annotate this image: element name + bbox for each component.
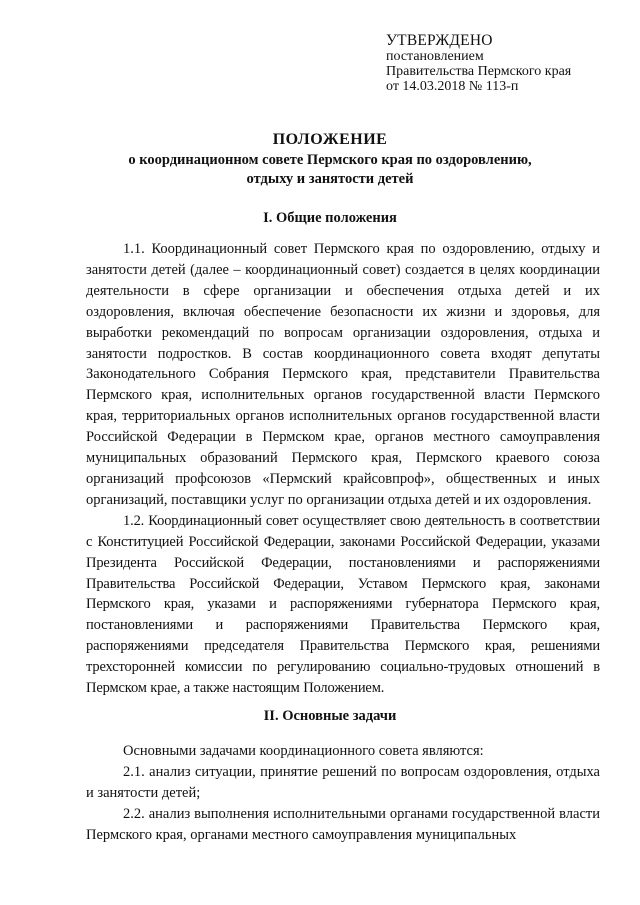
section-2-body <box>86 741 600 846</box>
list-item-2-1: 2.1. анализ ситуации, принятие решений по вопросам оздоровления, отдыха и занятости детей; <box>86 763 600 801</box>
approval-line-2: Правительства Пермского края <box>386 64 572 79</box>
document-title: ПОЛОЖЕНИЕ <box>272 131 388 148</box>
approval-title: УТВЕРЖДЕНО <box>386 32 493 49</box>
paragraph-1-1: 1.1. Координационный совет Пермского края по оздоровлению, отдыху и занятости детей (далее – координационный совет) создается в целях координации деятельности в сфере организации и обеспечения отдыха детей и их оздоровления, включая обеспечение безопасности их жизни и здоровья, для выработки рекомендаций по вопросам организации оздоровления, отдыха и занятости подростков. В состав координационного совета входят депутаты Законодательного Собрания Пермского края, представители Правительства Пермского края, исполнительных органов государственной власти Пермского края, территориальных органов исполнительных органов государственной власти Российской Федерации в Пермском крае, органов местного самоуправления муниципальных образований Пермского края, Пермского краевого союза организаций профсоюзов «Пермский крайсовпроф», общественных и иных организаций, поставщики услуг по организации отдыха детей и их оздоровления. <box>86 241 600 508</box>
list-item-2-2: 2.2. анализ выполнения исполнительными органами государственной власти Пермского края, органами местного самоуправления муниципальных <box>86 805 600 843</box>
section-2-intro: Основными задачами координационного совета являются: <box>123 743 484 759</box>
section-1-heading: I. Общие положения <box>263 210 397 226</box>
approval-stamp <box>386 32 571 94</box>
section-1-body <box>86 239 600 699</box>
approval-line-1: постановлением <box>386 49 484 64</box>
paragraph-1-2: 1.2. Координационный совет осуществляет свою деятельность в соответствии с Конституцией Российской Федерации, законами Российской Федерации, указами Президента Российской Федерации, постановлениями и распоряжениями Правительства Российской Федерации, Уставом Пермского края, законами Пермского края, указами и распоряжениями губернатора Пермского края, постановлениями и распоряжениями Правительства Пермского края, распоряжениями председателя Правительства Пермского края, решениями трехсторонней комиссии по регулированию социально-трудовых отношений в Пермском крае, а также настоящим Положением. <box>86 512 600 697</box>
document-subtitle-line-2: отдыху и занятости детей <box>246 171 414 187</box>
approval-line-3: от 14.03.2018 № 113-п <box>386 79 519 94</box>
document-subtitle-line-1: о координационном совете Пермского края по оздоровлению, <box>128 152 532 168</box>
section-2-heading: II. Основные задачи <box>263 708 397 724</box>
document-title-block <box>60 130 600 188</box>
